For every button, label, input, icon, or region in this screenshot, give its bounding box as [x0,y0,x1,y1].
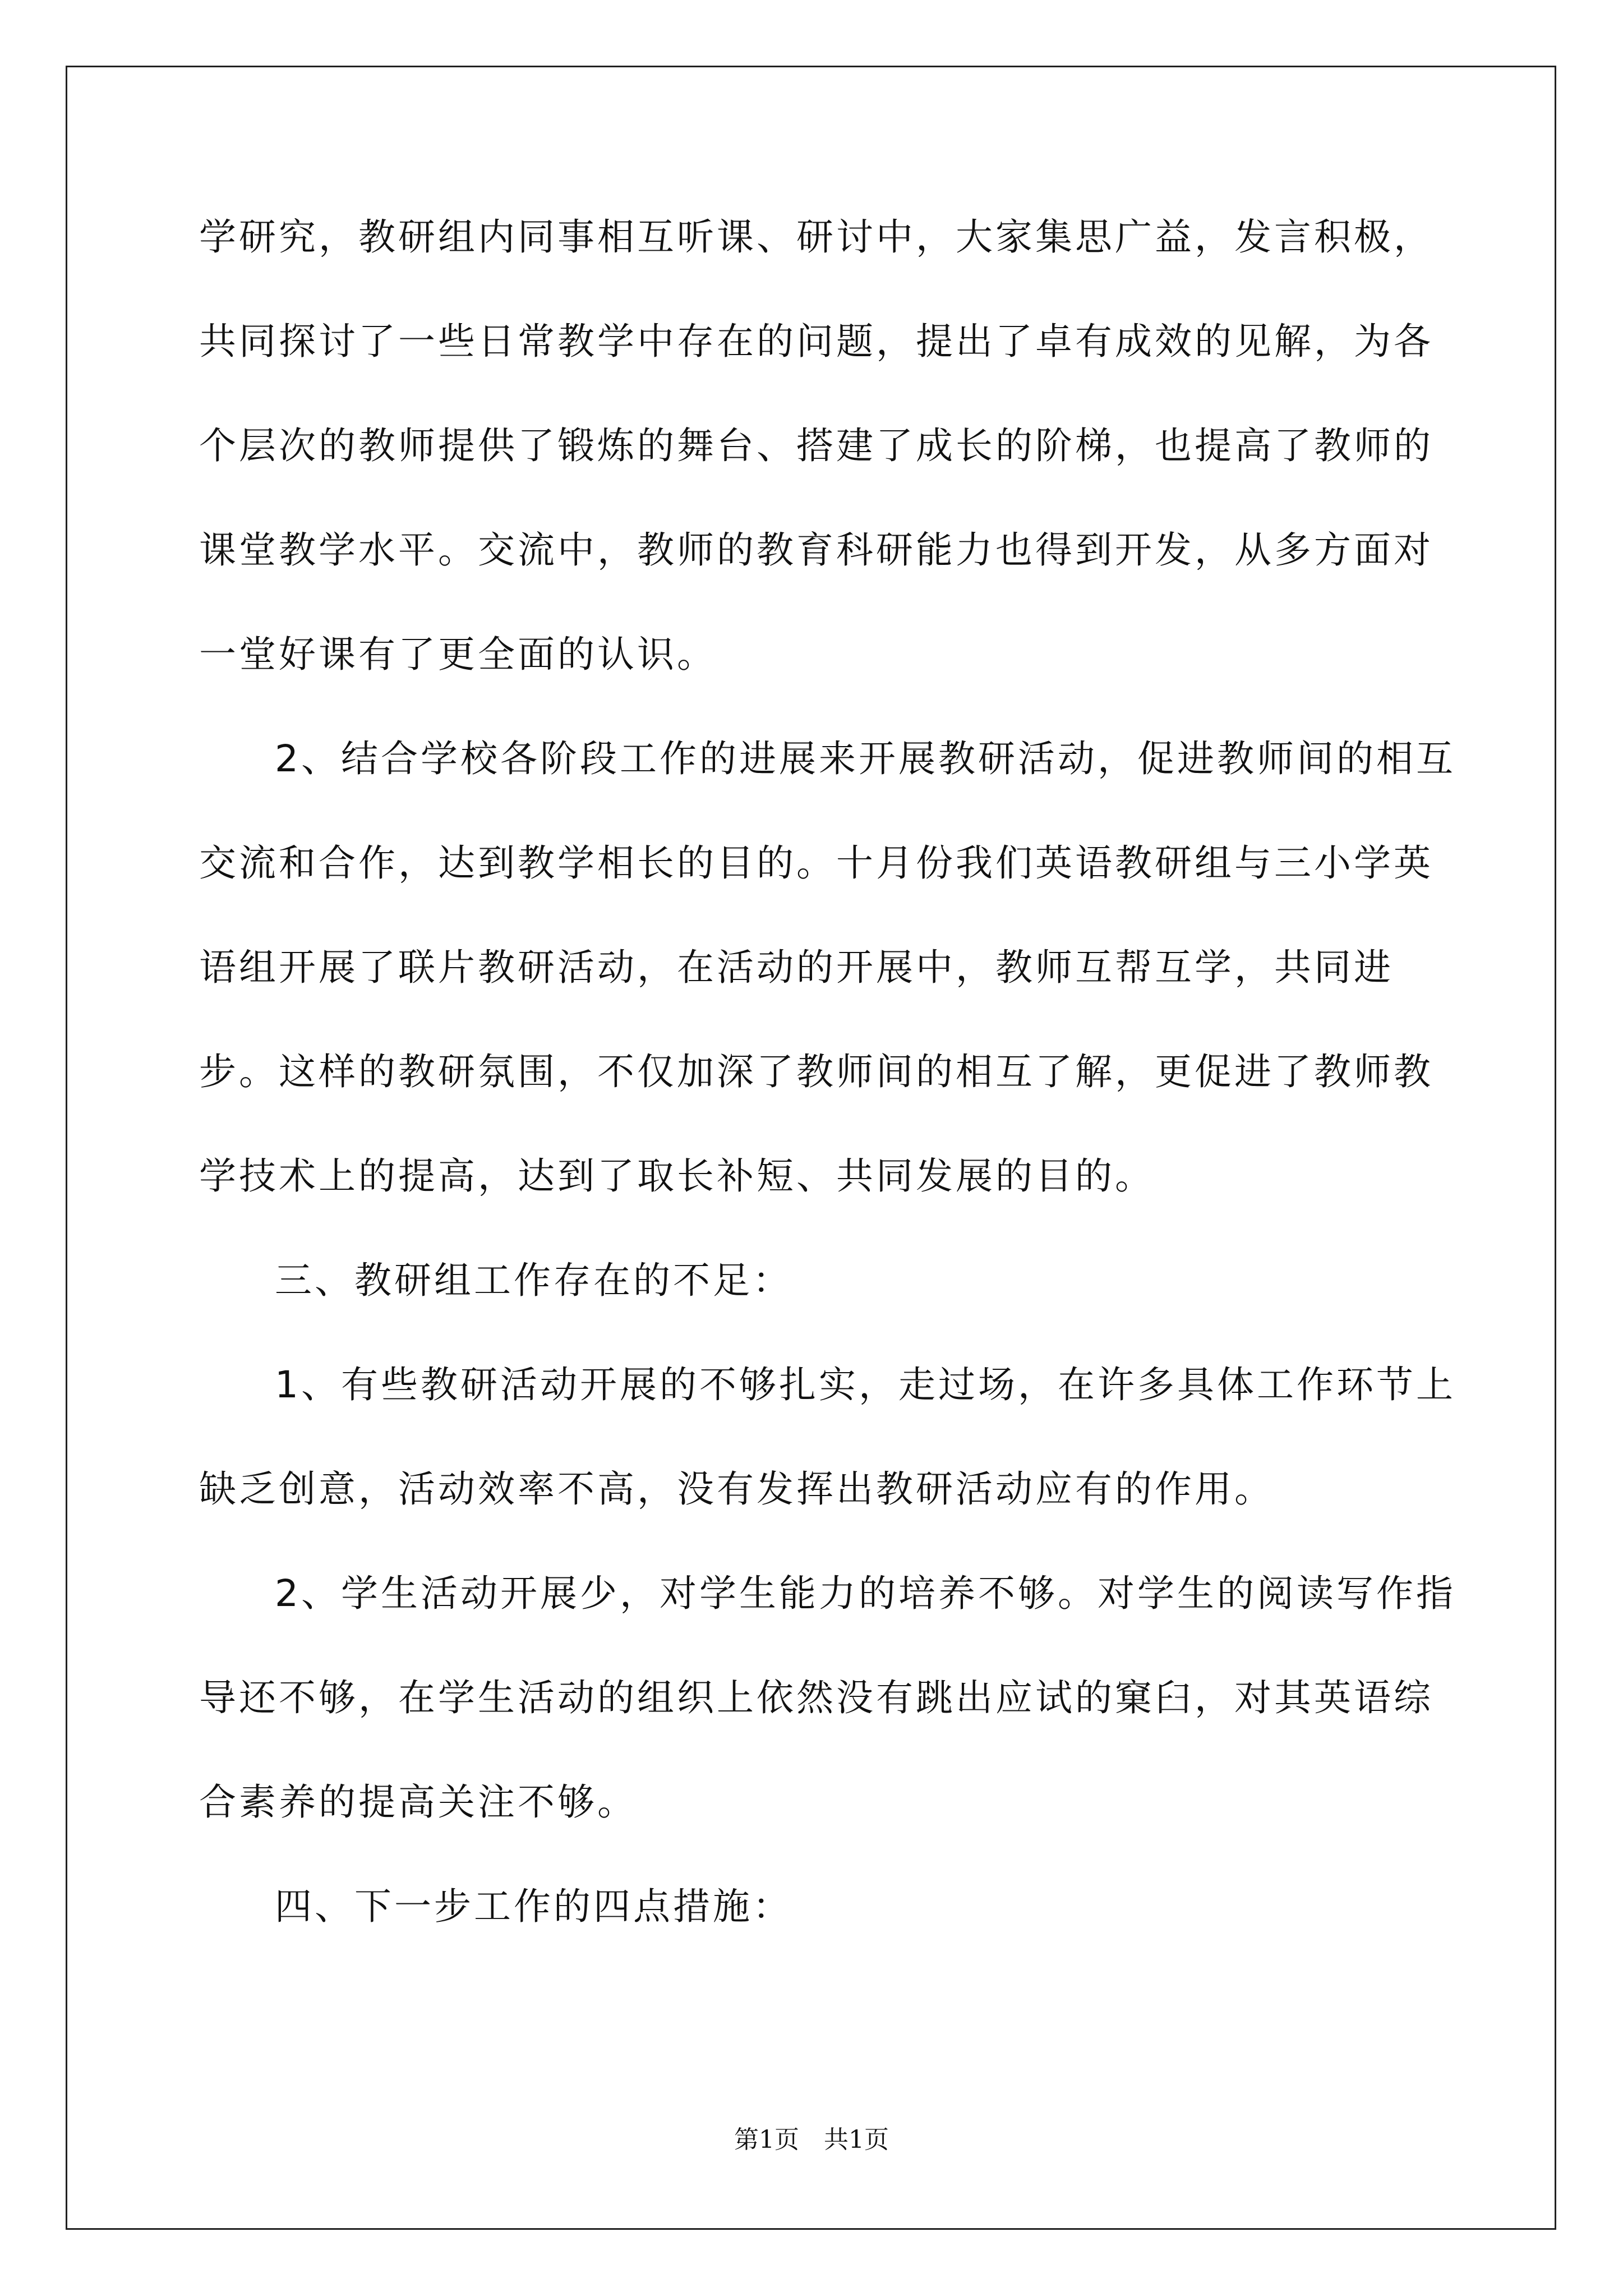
document-body [199,185,1461,1959]
page-footer [0,2123,1623,2157]
section-heading-next-steps: 四、下一步工作的四点措施： [275,1885,792,1928]
paragraph-continuation: 学研究，教研组内同事相互听课、研讨中，大家集思广益，发言积极，共同探讨了一些日常教学中存在的问题，提出了卓有成效的见解，为各个层次的教师提供了锻炼的舞台、搭建了成长的阶梯，也提高了教师的课堂教学水平。交流中，教师的教育科研能力也得到开发，从多方面对一堂好课有了更全面的认识。 [199,215,1433,676]
section-heading-shortcomings: 三、教研组工作存在的不足： [275,1259,792,1302]
paragraph-item-2-activities: 2、结合学校各阶段工作的进展来开展教研活动，促进教师间的相互交流和合作，达到教学相长的目的。十月份我们英语教研组与三小学英语组开展了联片教研活动，在活动的开展中，教师互帮互学，共同进步。这样的教研氛围，不仅加深了教师间的相互了解，更促进了教师教学技术上的提高，达到了取长补短、共同发展的目的。 [199,737,1456,1198]
paragraph-shortcoming-2: 2、学生活动开展少，对学生能力的培养不够。对学生的阅读写作指导还不够，在学生活动的组织上依然没有跳出应试的窠臼，对其英语综合素养的提高关注不够。 [199,1572,1456,1824]
paragraph-shortcoming-1: 1、有些教研活动开展的不够扎实，走过场，在许多具体工作环节上缺乏创意，活动效率不高，没有发挥出教研活动应有的作用。 [199,1363,1456,1511]
page-number: 第1页 共1页 [734,2125,889,2154]
